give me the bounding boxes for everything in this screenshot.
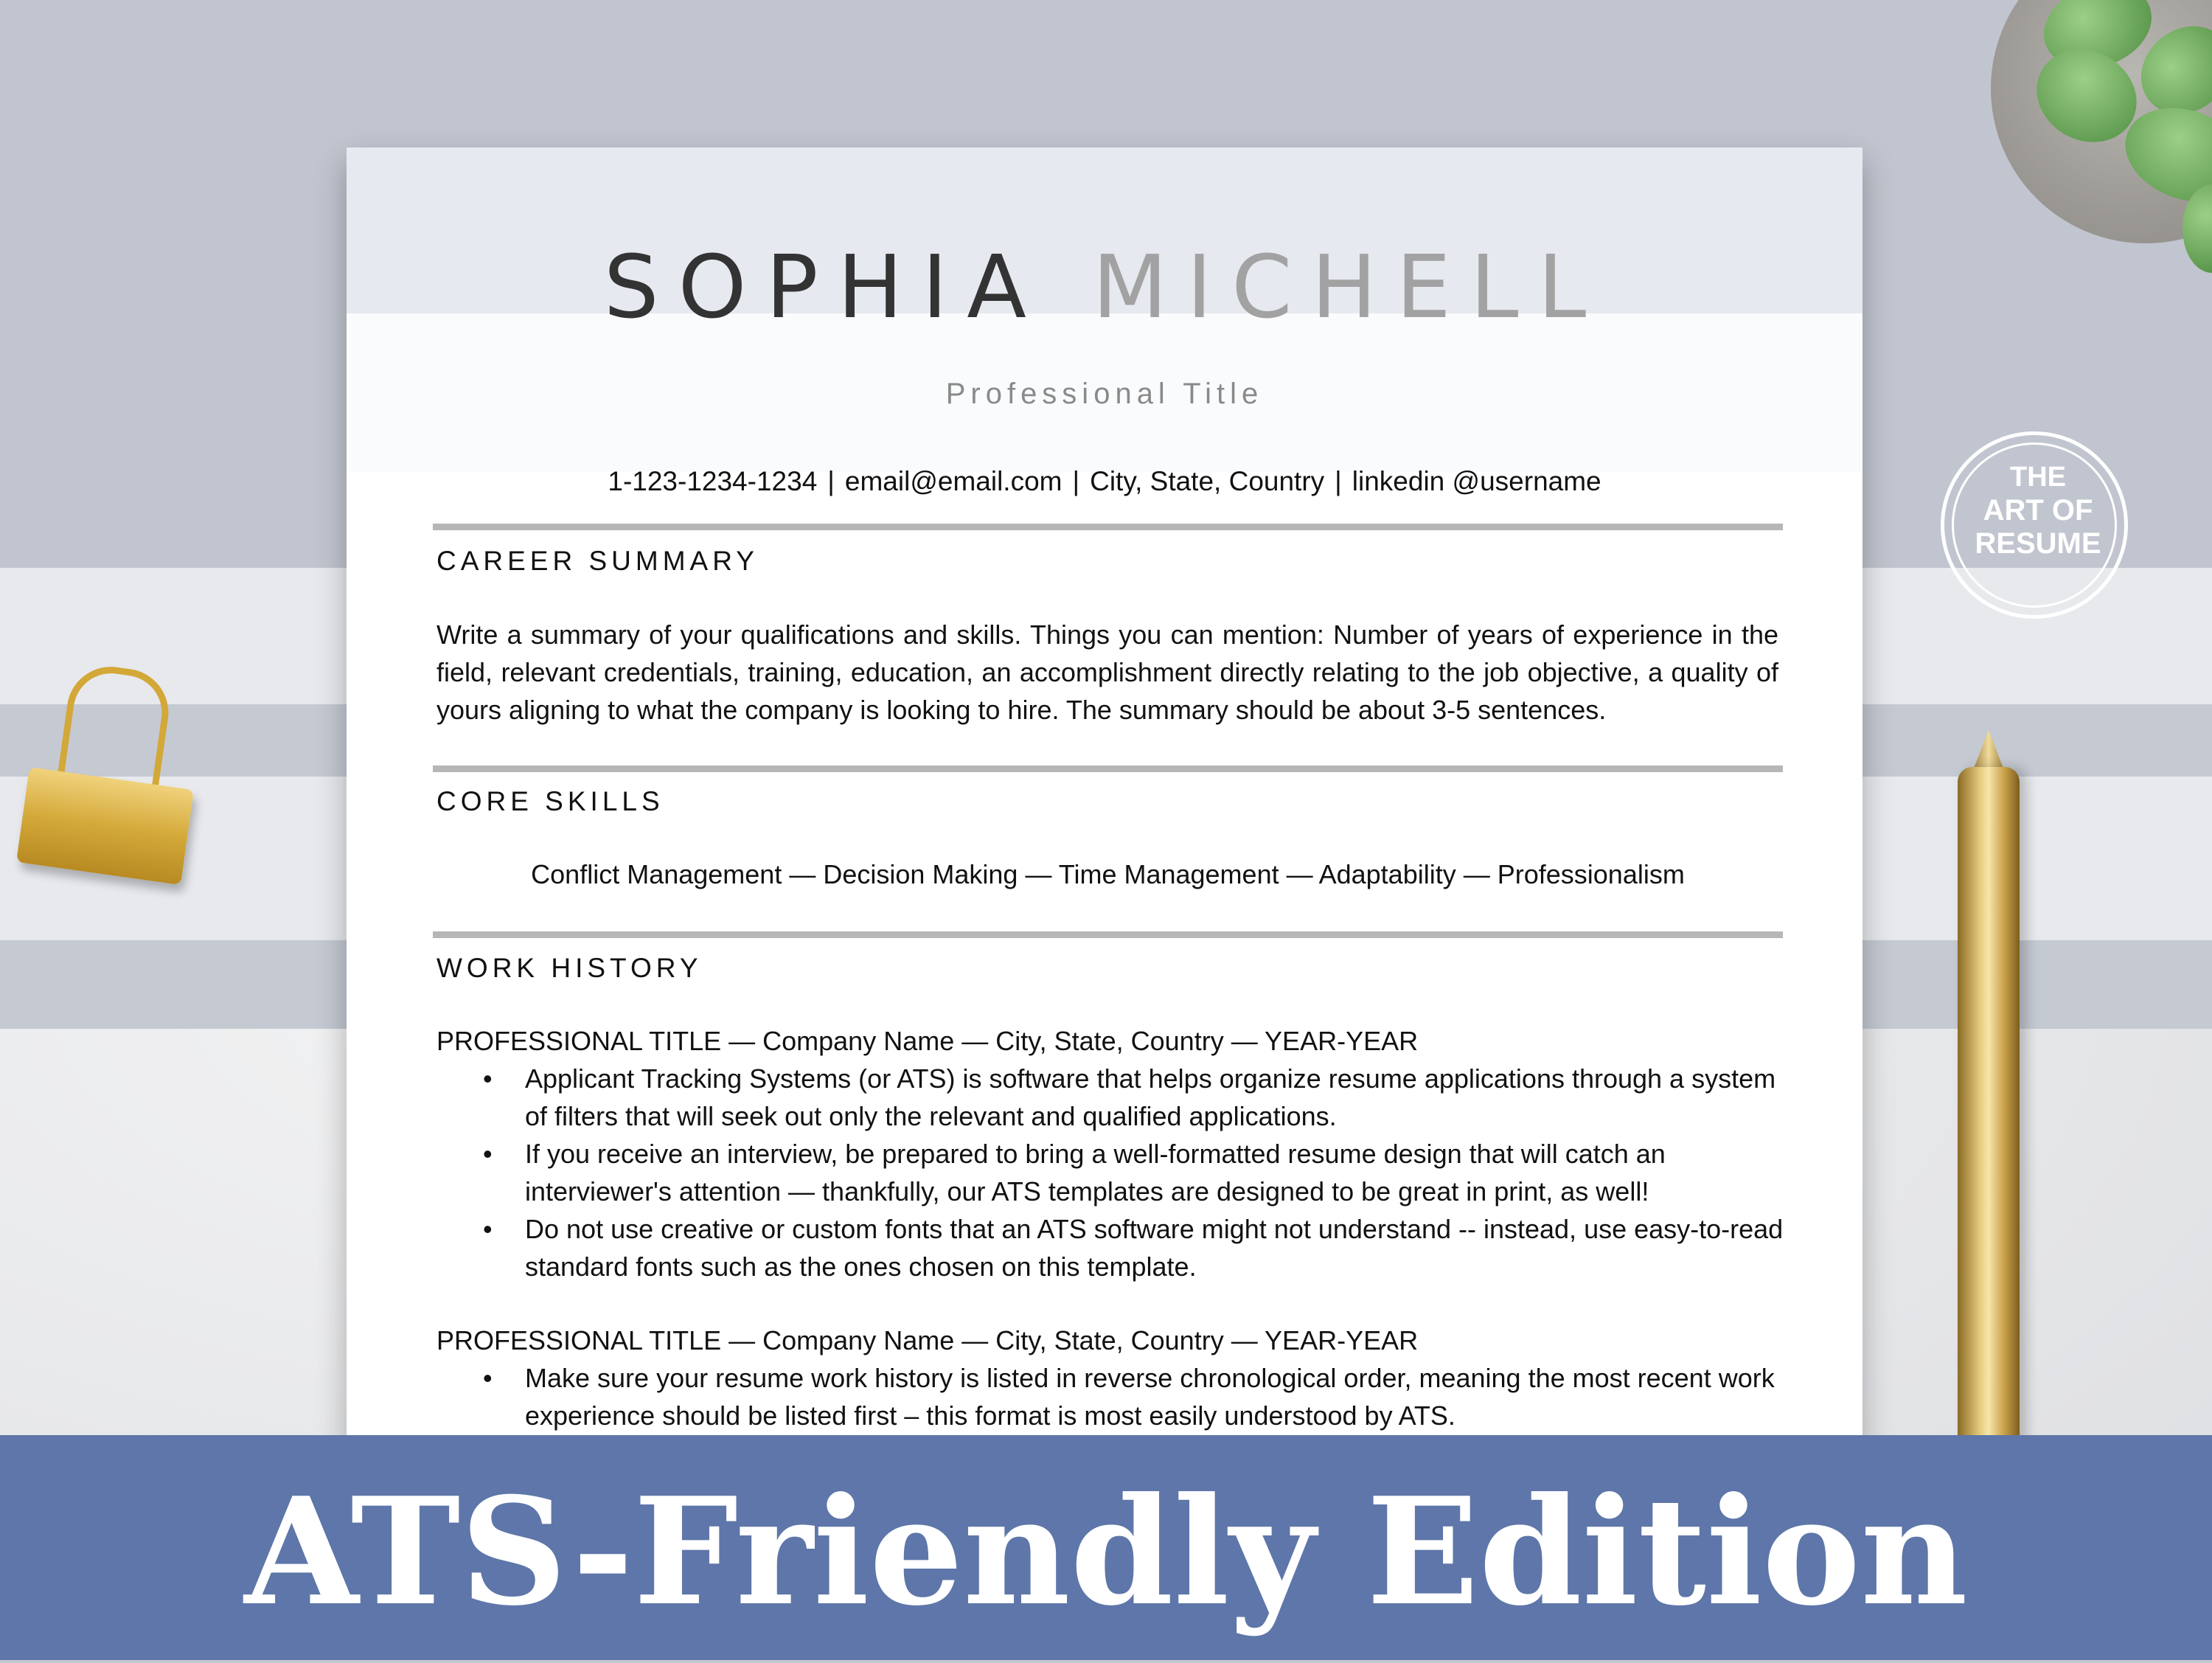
job-dash: — [721,1026,763,1056]
pen-icon [1958,767,2020,1445]
resume-page [347,147,1863,1460]
contact-separator: | [827,466,835,496]
section-divider [433,931,1783,938]
logo-line: ART OF [1983,494,2093,527]
job-dash: — [954,1325,996,1355]
core-skills-list: Conflict Management — Decision Making — Time Management — Adaptability — Professionalism [531,859,1685,889]
section-heading-work-history: WORK HISTORY [437,953,703,983]
job-bullets [437,1359,1786,1434]
section-divider [433,765,1783,772]
job-dash: — [721,1325,763,1355]
linkedin: linkedin @username [1352,466,1601,496]
phone: 1-123-1234-1234 [608,466,818,496]
first-name: SOPHIA [603,236,1046,338]
job-bullets [437,1060,1786,1285]
banner-title: ATS-Friendly Edition [244,1465,1968,1639]
bullet-item: • Do not use creative or custom fonts that an ATS software might not understand -- instead, use easy-to-read standard fonts such as the ones chosen on this template. [525,1210,1786,1285]
bullet-item: • Make sure your resume work history is listed in reverse chronological order, meaning the most recent work experience should be listed first – this format is most easily understood by ATS. [525,1359,1786,1434]
contact-line [347,466,1863,497]
email: email@email.com [844,466,1062,496]
last-name: MICHELL [1092,236,1606,338]
section-divider [433,524,1783,530]
job-details: City, State, Country — YEAR-YEAR [995,1325,1419,1355]
job-header [437,1022,1786,1060]
contact-separator: | [1072,466,1080,496]
section-heading-core-skills: CORE SKILLS [437,786,664,816]
work-entry [437,1022,1786,1285]
resume-name [347,236,1863,338]
logo-line: RESUME [1975,527,2101,560]
work-entry [437,1322,1786,1434]
contact-separator: | [1335,466,1342,496]
job-title: PROFESSIONAL TITLE [437,1325,722,1355]
company-name: Company Name [762,1325,955,1355]
professional-title: Professional Title [945,378,1264,410]
bullet-item: • Applicant Tracking Systems (or ATS) is software that helps organize resume applications through a system of filters that will seek out only the relevant and qualified applications. [525,1060,1786,1135]
job-title: PROFESSIONAL TITLE [437,1026,722,1056]
job-details: City, State, Country — YEAR-YEAR [995,1026,1419,1056]
company-name: Company Name [762,1026,955,1056]
logo-line: THE [2010,462,2066,493]
section-heading-career-summary: CAREER SUMMARY [437,546,759,576]
job-header [437,1322,1786,1359]
bullet-item: • If you receive an interview, be prepared to bring a well-formatted resume design that will catch an interviewer's attention — thankfully, our ATS templates are designed to be great in print, as well! [525,1135,1786,1210]
career-summary-text: Write a summary of your qualifications and skills. Things you can mention: Number of years of experience in the field, relevant credentials, training, education, an accomplishment directly relating to the job objective, a quality of yours aligning to what the company is looking to hire. The summary should be about 3-5 sentences. [437,619,1778,725]
logo-badge [1941,431,2128,619]
job-dash: — [954,1026,996,1056]
location: City, State, Country [1090,466,1325,496]
